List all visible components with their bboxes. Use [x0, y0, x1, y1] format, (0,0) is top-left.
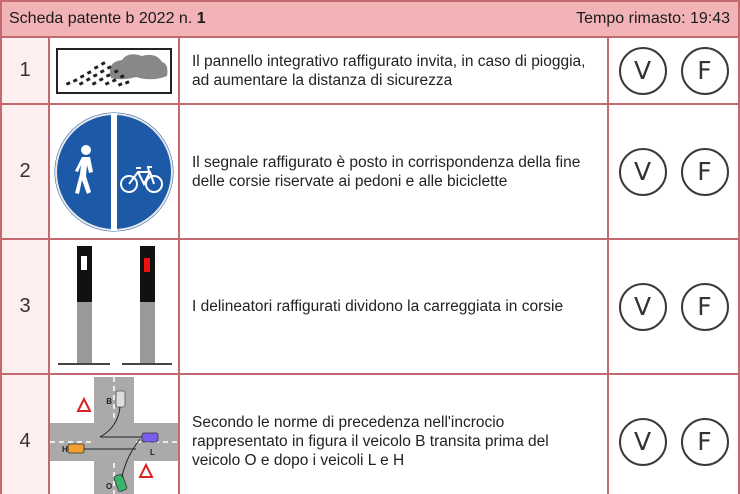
answer-group [609, 105, 738, 238]
question-row [0, 240, 740, 375]
question-number: 3 [2, 240, 50, 373]
false-button[interactable]: F [681, 47, 729, 95]
true-button[interactable]: V [619, 418, 667, 466]
answer-group [609, 375, 738, 494]
timer: Tempo rimasto: 19:43 [576, 10, 730, 27]
false-button[interactable]: F [681, 283, 729, 331]
question-row [0, 105, 740, 240]
question-text: Secondo le norme di precedenza nell'incrocio rappresentato in figura il veicolo B transita prima del veicolo O e dopo i veicoli L e H [180, 375, 609, 494]
answer-group [609, 240, 738, 373]
road-delineators-icon [52, 242, 176, 372]
rain-panel-icon [56, 48, 172, 94]
question-row [0, 375, 740, 494]
pedestrian-bicycle-sign-icon [52, 110, 176, 234]
true-button[interactable]: V [619, 47, 667, 95]
quiz-header [0, 0, 740, 38]
question-number: 2 [2, 105, 50, 238]
question-number: 1 [2, 38, 50, 103]
vehicle-label-h: H [62, 444, 68, 454]
question-row [0, 38, 740, 105]
vehicle-label-o: O [106, 481, 113, 491]
false-button[interactable]: F [681, 418, 729, 466]
question-text: Il segnale raffigurato è posto in corrispondenza della fine delle corsie riservate ai pedoni e alle biciclette [180, 105, 609, 238]
false-button[interactable]: F [681, 148, 729, 196]
quiz-number: 1 [196, 10, 206, 27]
answer-group [609, 38, 738, 103]
question-image [50, 38, 180, 103]
vehicle-label-b: B [106, 396, 112, 406]
vehicle-label-l: L [150, 447, 155, 457]
question-image [50, 240, 180, 373]
true-button[interactable]: V [619, 148, 667, 196]
question-image [50, 105, 180, 238]
question-number: 4 [2, 375, 50, 494]
true-button[interactable]: V [619, 283, 667, 331]
question-image [50, 375, 180, 494]
question-text: I delineatori raffigurati dividono la carreggiata in corsie [180, 240, 609, 373]
intersection-diagram-icon [50, 377, 178, 494]
quiz-title: Scheda patente b 2022 n. 1 [9, 10, 206, 27]
question-text: Il pannello integrativo raffigurato invita, in caso di pioggia, ad aumentare la distanza di sicurezza [180, 38, 609, 103]
